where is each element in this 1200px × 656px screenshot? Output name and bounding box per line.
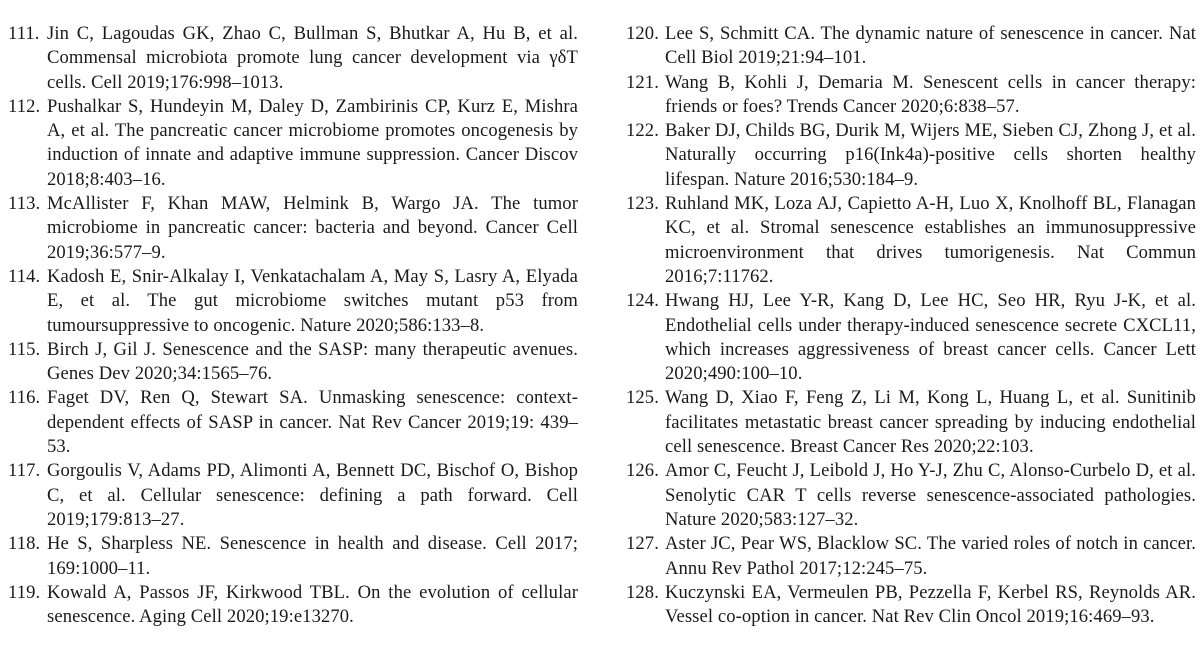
reference-entry-116: [8, 386, 578, 459]
reference-text: Gorgoulis V, Adams PD, Alimonti A, Bennett DC, Bischof O, Bishop C, et al. Cellular senescence: defining a path forward. Cell 2019;179:813–27.: [47, 460, 578, 530]
reference-entry-115: [8, 338, 578, 387]
reference-text: Birch J, Gil J. Senescence and the SASP: many therapeutic avenues. Genes Dev 2020;34:1565–76.: [47, 338, 578, 385]
reference-entry-111: [8, 22, 578, 95]
reference-number: 116.: [8, 387, 41, 409]
reference-entry-125: [626, 386, 1196, 459]
reference-number: 124.: [626, 290, 659, 312]
reference-entry-112: [8, 95, 578, 192]
reference-number: 112.: [8, 95, 41, 117]
references-left-column: [8, 22, 578, 629]
reference-number: 118.: [8, 533, 41, 555]
reference-text: Aster JC, Pear WS, Blacklow SC. The varied roles of notch in cancer. Annu Rev Pathol 2017;12:245–75.: [665, 533, 1196, 579]
reference-entry-128: [626, 581, 1196, 630]
reference-text: Amor C, Feucht J, Leibold J, Ho Y-J, Zhu C, Alonso-Curbelo D, et al. Senolytic CAR T cells reverse senescence-associated pathologies. Nature 2020;583:127–32.: [665, 460, 1196, 530]
reference-number: 127.: [626, 533, 659, 555]
reference-number: 128.: [626, 581, 659, 603]
reference-entry-124: [626, 289, 1196, 386]
reference-number: 113.: [8, 193, 41, 215]
reference-text: Wang D, Xiao F, Feng Z, Li M, Kong L, Huang L, et al. Sunitinib facilitates metastatic breast cancer spreading by inducing endothelial cell senescence. Breast Cancer Res 2020;22:103.: [665, 387, 1196, 458]
reference-entry-121: [626, 71, 1196, 120]
reference-text: Kuczynski EA, Vermeulen PB, Pezzella F, Kerbel RS, Reynolds AR. Vessel co-option in cancer. Nat Rev Clin Oncol 2019;16:469–93.: [665, 581, 1196, 628]
reference-text: Pushalkar S, Hundeyin M, Daley D, Zambirinis CP, Kurz E, Mishra A, et al. The pancreatic cancer microbiome promotes oncogenesis by induction of innate and adaptive immune suppression. Cancer Discov 2018;8:403–16.: [47, 95, 578, 190]
reference-text: He S, Sharpless NE. Senescence in health and disease. Cell 2017; 169:1000–11.: [47, 533, 578, 579]
reference-entry-126: [626, 459, 1196, 532]
reference-entry-117: [8, 459, 578, 532]
reference-number: 121.: [626, 71, 659, 93]
reference-number: 119.: [8, 581, 41, 603]
reference-number: 114.: [8, 265, 41, 287]
reference-number: 115.: [8, 338, 41, 360]
reference-text: Jin C, Lagoudas GK, Zhao C, Bullman S, Bhutkar A, Hu B, et al. Commensal microbiota promote lung cancer development via γδT cells. Cell 2019;176:998–1013.: [47, 23, 578, 93]
reference-text: McAllister F, Khan MAW, Helmink B, Wargo JA. The tumor microbiome in pancreatic cancer: bacteria and beyond. Cancer Cell 2019;36:577–9.: [47, 193, 578, 263]
references-right-column: [626, 22, 1196, 629]
reference-text: Baker DJ, Childs BG, Durik M, Wijers ME, Sieben CJ, Zhong J, et al. Naturally occurring p16(Ink4a)-positive cells shorten healthy lifespan. Nature 2016;530:184–9.: [665, 120, 1196, 190]
reference-text: Kowald A, Passos JF, Kirkwood TBL. On the evolution of cellular senescence. Aging Cell 2020;19:e13270.: [47, 581, 578, 628]
reference-number: 122.: [626, 120, 659, 142]
reference-text: Wang B, Kohli J, Demaria M. Senescent cells in cancer therapy: friends or foes? Trends Cancer 2020;6:838–57.: [665, 71, 1196, 117]
reference-number: 125.: [626, 387, 659, 409]
reference-text: Hwang HJ, Lee Y-R, Kang D, Lee HC, Seo HR, Ryu J-K, et al. Endothelial cells under therapy-induced senescence secrete CXCL11, which increases aggressiveness of breast cancer cells. Cancer Lett 2020;490:100–10.: [665, 290, 1196, 385]
reference-entry-118: [8, 532, 578, 581]
reference-number: 123.: [626, 193, 659, 215]
reference-entry-122: [626, 119, 1196, 192]
reference-entry-113: [8, 192, 578, 265]
reference-number: 126.: [626, 460, 659, 482]
reference-text: Ruhland MK, Loza AJ, Capietto A-H, Luo X, Knolhoff BL, Flanagan KC, et al. Stromal senescence establishes an immunosuppressive microenvironment that drives tumorigenesis. Nat Commun 2016;7:11762.: [665, 193, 1196, 287]
reference-text: Faget DV, Ren Q, Stewart SA. Unmasking senescence: context-dependent effects of SASP in cancer. Nat Rev Cancer 2019;19: 439–53.: [47, 387, 578, 458]
reference-entry-120: [626, 22, 1196, 71]
reference-entry-127: [626, 532, 1196, 581]
reference-text: Kadosh E, Snir-Alkalay I, Venkatachalam A, May S, Lasry A, Elyada E, et al. The gut microbiome switches mutant p53 from tumoursuppressive to oncogenic. Nature 2020;586:133–8.: [47, 265, 578, 336]
reference-text: Lee S, Schmitt CA. The dynamic nature of senescence in cancer. Nat Cell Biol 2019;21:94–101.: [665, 23, 1196, 69]
reference-entry-123: [626, 192, 1196, 289]
reference-number: 111.: [8, 23, 40, 44]
reference-entry-114: [8, 265, 578, 338]
reference-number: 120.: [626, 23, 659, 44]
reference-entry-119: [8, 581, 578, 630]
reference-number: 117.: [8, 460, 41, 482]
